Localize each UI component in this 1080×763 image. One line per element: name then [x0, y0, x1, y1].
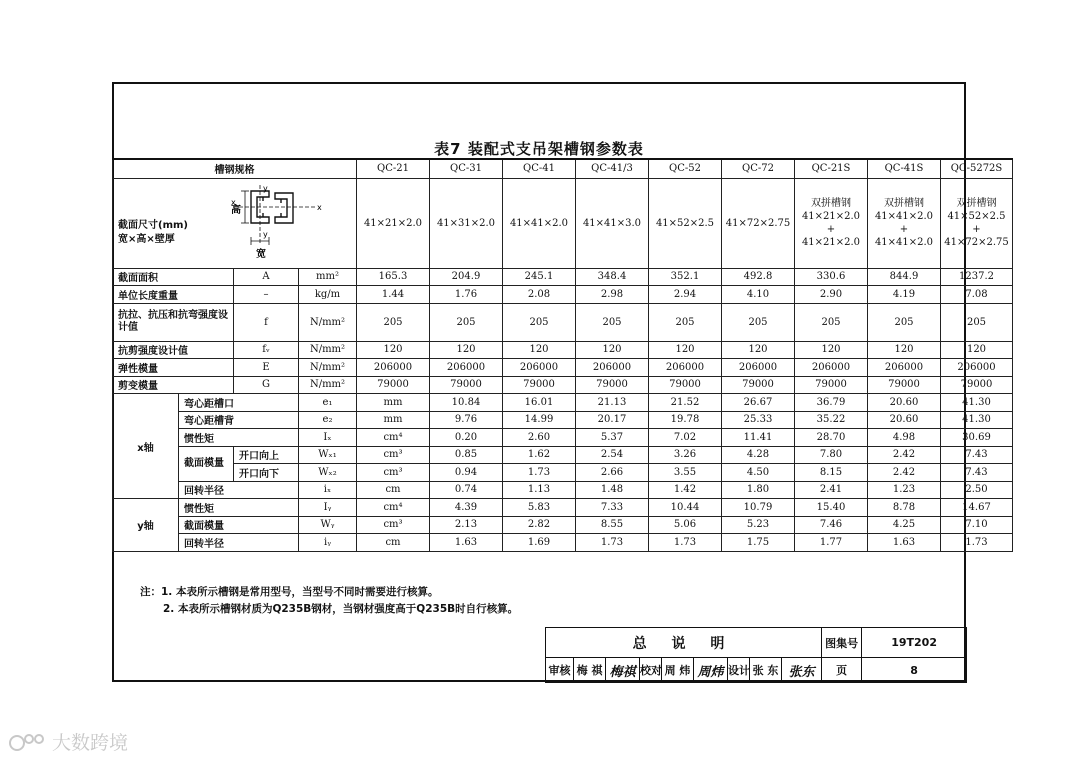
value-cell: 120 — [722, 341, 795, 359]
model-header: QC-21 — [357, 159, 430, 178]
dimension-line: 双拼槽钢 — [811, 198, 851, 209]
value-cell: 1237.2 — [941, 268, 1013, 286]
value-cell: 205 — [722, 303, 795, 341]
value-cell: 7.80 — [795, 446, 868, 464]
property-label: 单位长度重量 — [113, 286, 234, 304]
value-cell: 205 — [576, 303, 649, 341]
model-header: QC-41S — [868, 159, 941, 178]
value-cell: 79000 — [795, 376, 868, 394]
value-cell: 206000 — [430, 359, 503, 377]
dimension-line: 双拼槽钢 — [884, 198, 924, 209]
section-dimension-double — [941, 178, 1013, 268]
value-cell: 8.55 — [576, 516, 649, 534]
value-cell: 8.78 — [868, 499, 941, 517]
value-cell: 28.70 — [795, 429, 868, 447]
property-label: 弯心距槽口 — [179, 394, 299, 412]
value-cell: 19.78 — [649, 411, 722, 429]
property-unit: cm⁴ — [357, 499, 430, 517]
property-symbol: Wₓ₁ — [299, 446, 357, 464]
value-cell: 5.06 — [649, 516, 722, 534]
value-cell: 36.79 — [795, 394, 868, 412]
table-row — [113, 303, 1013, 341]
table-row — [113, 376, 1013, 394]
property-unit: N/mm² — [299, 303, 357, 341]
value-cell: 205 — [868, 303, 941, 341]
notes — [140, 584, 518, 618]
section-dimension-double — [795, 178, 868, 268]
title-block — [545, 627, 967, 683]
value-cell: 20.60 — [868, 394, 941, 412]
dimension-line: 41×41×2.0 — [874, 211, 934, 222]
diagram-y-label-bottom: y — [263, 229, 268, 239]
value-cell: 21.13 — [576, 394, 649, 412]
value-cell: 10.84 — [430, 394, 503, 412]
table-row — [113, 499, 1013, 517]
value-cell: 79000 — [357, 376, 430, 394]
property-label: 回转半径 — [179, 481, 299, 499]
value-cell: 79000 — [868, 376, 941, 394]
value-cell: 25.33 — [722, 411, 795, 429]
property-unit: N/mm² — [299, 359, 357, 377]
value-cell: 21.52 — [649, 394, 722, 412]
value-cell: 2.42 — [868, 446, 941, 464]
value-cell: 1.69 — [503, 534, 576, 552]
value-cell: 79000 — [941, 376, 1013, 394]
property-symbol: f — [234, 303, 299, 341]
value-cell: 4.39 — [430, 499, 503, 517]
value-cell: 1.80 — [722, 481, 795, 499]
value-cell: 1.77 — [795, 534, 868, 552]
value-cell: 1.75 — [722, 534, 795, 552]
value-cell: 2.94 — [649, 286, 722, 304]
model-header: QC-41/3 — [576, 159, 649, 178]
property-symbol: iᵧ — [299, 534, 357, 552]
property-symbol: iₓ — [299, 481, 357, 499]
table-row — [113, 516, 1013, 534]
property-label: 抗拉、抗压和抗弯强度设计值 — [113, 303, 234, 341]
table-row — [113, 411, 1013, 429]
property-symbol: fᵥ — [234, 341, 299, 359]
property-unit: cm — [357, 481, 430, 499]
property-unit: N/mm² — [299, 341, 357, 359]
value-cell: 844.9 — [868, 268, 941, 286]
value-cell: 10.44 — [649, 499, 722, 517]
property-label: 开口向上 — [234, 446, 299, 464]
property-unit: cm³ — [357, 516, 430, 534]
property-label: 弹性模量 — [113, 359, 234, 377]
note-2: 2. 本表所示槽钢材质为Q235B钢材，当钢材强度高于Q235B时自行核算。 — [163, 603, 519, 615]
value-cell: 1.13 — [503, 481, 576, 499]
section-modulus-label: 截面模量 — [179, 446, 234, 481]
page-label: 页 — [822, 658, 862, 683]
value-cell: 2.98 — [576, 286, 649, 304]
dimension-line: 双拼槽钢 — [956, 198, 997, 209]
table-row — [113, 464, 1013, 482]
value-cell: 10.79 — [722, 499, 795, 517]
atlas-number: 19T202 — [862, 628, 967, 658]
property-unit: mm² — [299, 268, 357, 286]
model-header: QC-41 — [503, 159, 576, 178]
table-title: 表7 装配式支吊架槽钢参数表 — [434, 140, 644, 158]
value-cell: 1.73 — [503, 464, 576, 482]
value-cell: 206000 — [357, 359, 430, 377]
value-cell: 2.66 — [576, 464, 649, 482]
value-cell: 79000 — [722, 376, 795, 394]
channel-section-diagram — [211, 183, 351, 265]
value-cell: 120 — [357, 341, 430, 359]
model-header: QC-31 — [430, 159, 503, 178]
value-cell: 206000 — [941, 359, 1013, 377]
x-axis-label: x轴 — [113, 394, 179, 499]
value-cell: 205 — [649, 303, 722, 341]
channel-steel-parameter-table — [112, 158, 1013, 552]
diagram-height-label: 高 — [231, 204, 241, 216]
dimension-line: + — [972, 224, 981, 235]
value-cell: 7.08 — [941, 286, 1013, 304]
property-label: 开口向下 — [234, 464, 299, 482]
section-dimension-double — [868, 178, 941, 268]
table-row — [113, 429, 1013, 447]
property-label: 弯心距槽背 — [179, 411, 299, 429]
value-cell: 0.94 — [430, 464, 503, 482]
design-name: 张 东 — [750, 658, 782, 683]
value-cell: 204.9 — [430, 268, 503, 286]
value-cell: 15.40 — [795, 499, 868, 517]
value-cell: 30.69 — [941, 429, 1013, 447]
value-cell: 4.10 — [722, 286, 795, 304]
value-cell: 1.73 — [941, 534, 1013, 552]
value-cell: 348.4 — [576, 268, 649, 286]
value-cell: 8.15 — [795, 464, 868, 482]
value-cell: 1.62 — [503, 446, 576, 464]
table-row — [113, 359, 1013, 377]
value-cell: 120 — [576, 341, 649, 359]
property-unit: N/mm² — [299, 376, 357, 394]
value-cell: 206000 — [503, 359, 576, 377]
value-cell: 2.82 — [503, 516, 576, 534]
dimension-line: 41×21×2.0 — [801, 211, 861, 222]
watermark-logo-icon — [8, 731, 48, 753]
table-row — [113, 159, 1013, 178]
property-symbol: – — [234, 286, 299, 304]
page-number: 8 — [862, 658, 967, 683]
check-name: 周 炜 — [662, 658, 694, 683]
section-label-line2: 宽×高×壁厚 — [118, 233, 175, 245]
dimension-line: 41×52×2.5 — [947, 211, 1006, 222]
property-label: 截面模量 — [179, 516, 299, 534]
property-unit: cm — [357, 534, 430, 552]
value-cell: 14.67 — [941, 499, 1013, 517]
value-cell: 120 — [503, 341, 576, 359]
value-cell: 1.48 — [576, 481, 649, 499]
value-cell: 5.83 — [503, 499, 576, 517]
value-cell: 492.8 — [722, 268, 795, 286]
design-signature: 张东 — [782, 658, 822, 683]
value-cell: 330.6 — [795, 268, 868, 286]
section-dimension: 41×52×2.5 — [649, 178, 722, 268]
value-cell: 5.23 — [722, 516, 795, 534]
value-cell: 9.76 — [430, 411, 503, 429]
property-unit: cm³ — [357, 446, 430, 464]
value-cell: 0.20 — [430, 429, 503, 447]
property-unit: mm — [357, 411, 430, 429]
property-unit: kg/m — [299, 286, 357, 304]
value-cell: 41.30 — [941, 394, 1013, 412]
value-cell: 2.54 — [576, 446, 649, 464]
value-cell: 3.26 — [649, 446, 722, 464]
value-cell: 3.55 — [649, 464, 722, 482]
value-cell: 20.60 — [868, 411, 941, 429]
review-name: 梅 祺 — [574, 658, 606, 683]
dimension-line: + — [899, 224, 909, 235]
section-dimension: 41×21×2.0 — [357, 178, 430, 268]
value-cell: 205 — [503, 303, 576, 341]
property-symbol: e₂ — [299, 411, 357, 429]
value-cell: 1.44 — [357, 286, 430, 304]
section-diagram-cell — [113, 178, 357, 268]
dimension-line: + — [826, 224, 836, 235]
value-cell: 206000 — [576, 359, 649, 377]
value-cell: 120 — [649, 341, 722, 359]
dimension-line: 41×41×2.0 — [874, 237, 934, 248]
value-cell: 14.99 — [503, 411, 576, 429]
value-cell: 1.42 — [649, 481, 722, 499]
value-cell: 2.13 — [430, 516, 503, 534]
value-cell: 79000 — [503, 376, 576, 394]
value-cell: 205 — [357, 303, 430, 341]
value-cell: 1.73 — [576, 534, 649, 552]
value-cell: 4.28 — [722, 446, 795, 464]
value-cell: 7.02 — [649, 429, 722, 447]
value-cell: 245.1 — [503, 268, 576, 286]
table-row — [113, 286, 1013, 304]
value-cell: 16.01 — [503, 394, 576, 412]
review-signature: 梅祺 — [606, 658, 640, 683]
property-symbol: Wₓ₂ — [299, 464, 357, 482]
value-cell: 7.10 — [941, 516, 1013, 534]
value-cell: 205 — [430, 303, 503, 341]
section-dimension: 41×72×2.75 — [722, 178, 795, 268]
value-cell: 206000 — [649, 359, 722, 377]
section-dimension-label — [118, 219, 188, 247]
section-dimension: 41×31×2.0 — [430, 178, 503, 268]
check-label: 校对 — [640, 658, 662, 683]
spec-header: 槽钢规格 — [113, 159, 357, 178]
value-cell: 205 — [941, 303, 1013, 341]
diagram-x-label: x — [317, 202, 322, 212]
value-cell: 1.76 — [430, 286, 503, 304]
dimension-line: 41×21×2.0 — [801, 237, 861, 248]
value-cell: 26.67 — [722, 394, 795, 412]
diagram-y-label: y — [263, 183, 268, 193]
property-symbol: Wᵧ — [299, 516, 357, 534]
value-cell: 79000 — [430, 376, 503, 394]
table-row — [113, 394, 1013, 412]
property-label: 惯性矩 — [179, 429, 299, 447]
design-label: 设计 — [728, 658, 750, 683]
diagram-width-label: 宽 — [256, 248, 266, 260]
table-row — [113, 446, 1013, 464]
property-symbol: G — [234, 376, 299, 394]
value-cell: 120 — [941, 341, 1013, 359]
value-cell: 120 — [795, 341, 868, 359]
value-cell: 20.17 — [576, 411, 649, 429]
watermark — [8, 728, 128, 755]
value-cell: 120 — [868, 341, 941, 359]
value-cell: 7.43 — [941, 446, 1013, 464]
value-cell: 352.1 — [649, 268, 722, 286]
diagram-x-label-left: x — [231, 197, 236, 207]
review-label: 审核 — [546, 658, 574, 683]
value-cell: 11.41 — [722, 429, 795, 447]
value-cell: 0.85 — [430, 446, 503, 464]
value-cell: 2.41 — [795, 481, 868, 499]
value-cell: 1.63 — [868, 534, 941, 552]
model-header: QC-5272S — [941, 159, 1013, 178]
value-cell: 205 — [795, 303, 868, 341]
check-signature: 周炜 — [694, 658, 728, 683]
value-cell: 4.50 — [722, 464, 795, 482]
atlas-label: 图集号 — [822, 628, 862, 658]
property-unit: cm⁴ — [357, 429, 430, 447]
drawing-title: 总 说 明 — [546, 628, 822, 658]
property-symbol: e₁ — [299, 394, 357, 412]
value-cell: 7.33 — [576, 499, 649, 517]
value-cell: 1.23 — [868, 481, 941, 499]
table-row — [113, 534, 1013, 552]
value-cell: 4.98 — [868, 429, 941, 447]
table-row — [113, 178, 1013, 268]
value-cell: 120 — [430, 341, 503, 359]
value-cell: 35.22 — [795, 411, 868, 429]
property-label: 抗剪强度设计值 — [113, 341, 234, 359]
property-unit: cm³ — [357, 464, 430, 482]
table-row — [113, 341, 1013, 359]
value-cell: 206000 — [868, 359, 941, 377]
section-label-line1: 截面尺寸(mm) — [118, 219, 188, 231]
value-cell: 2.08 — [503, 286, 576, 304]
property-symbol: E — [234, 359, 299, 377]
property-label: 惯性矩 — [179, 499, 299, 517]
value-cell: 1.63 — [430, 534, 503, 552]
value-cell: 2.90 — [795, 286, 868, 304]
section-dimension: 41×41×2.0 — [503, 178, 576, 268]
value-cell: 5.37 — [576, 429, 649, 447]
value-cell: 206000 — [795, 359, 868, 377]
value-cell: 79000 — [649, 376, 722, 394]
value-cell: 79000 — [576, 376, 649, 394]
value-cell: 7.46 — [795, 516, 868, 534]
property-unit: mm — [357, 394, 430, 412]
table-row — [113, 481, 1013, 499]
y-axis-label: y轴 — [113, 499, 179, 552]
value-cell: 1.73 — [649, 534, 722, 552]
section-dimension: 41×41×3.0 — [576, 178, 649, 268]
note-1: 注：1. 本表所示槽钢是常用型号，当型号不同时需要进行核算。 — [140, 586, 439, 598]
value-cell: 2.42 — [868, 464, 941, 482]
property-symbol: A — [234, 268, 299, 286]
value-cell: 2.60 — [503, 429, 576, 447]
property-label: 截面面积 — [113, 268, 234, 286]
table-row — [113, 268, 1013, 286]
value-cell: 0.74 — [430, 481, 503, 499]
model-header: QC-52 — [649, 159, 722, 178]
value-cell: 2.50 — [941, 481, 1013, 499]
value-cell: 7.43 — [941, 464, 1013, 482]
model-header: QC-21S — [795, 159, 868, 178]
value-cell: 4.19 — [868, 286, 941, 304]
property-label: 剪变模量 — [113, 376, 234, 394]
property-label: 回转半径 — [179, 534, 299, 552]
value-cell: 4.25 — [868, 516, 941, 534]
watermark-text: 大数跨境 — [52, 732, 129, 754]
value-cell: 206000 — [722, 359, 795, 377]
value-cell: 41.30 — [941, 411, 1013, 429]
value-cell: 165.3 — [357, 268, 430, 286]
model-header: QC-72 — [722, 159, 795, 178]
property-symbol: Iᵧ — [299, 499, 357, 517]
property-symbol: Iₓ — [299, 429, 357, 447]
dimension-line: 41×72×2.75 — [944, 237, 1009, 248]
